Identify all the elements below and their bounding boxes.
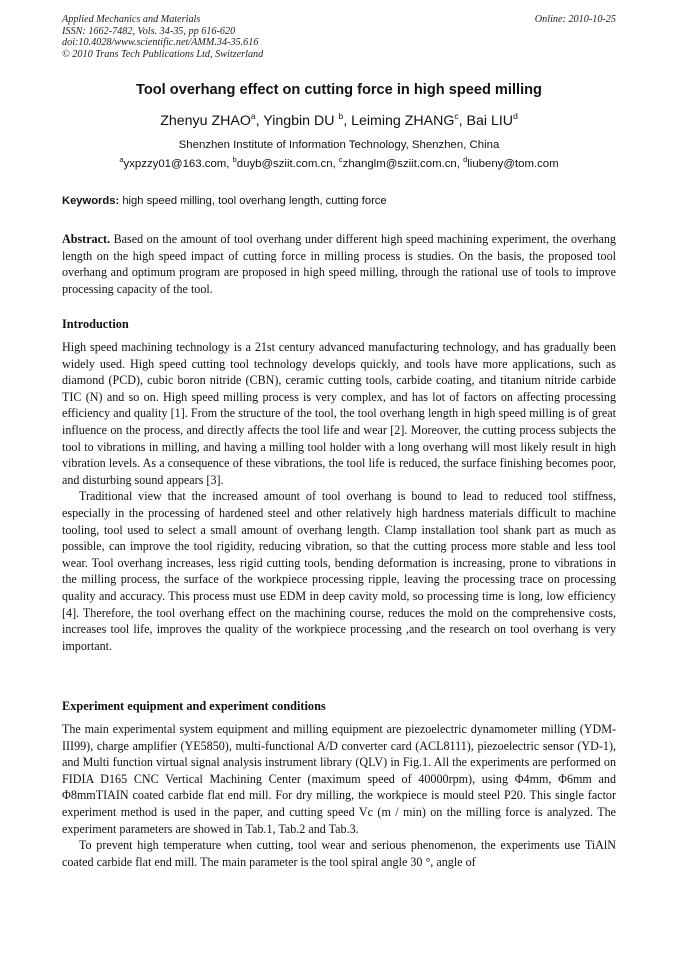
keywords-label: Keywords: [62,195,120,207]
author-name: Zhenyu ZHAO [160,113,251,129]
online-date: Online: 2010-10-25 [534,14,616,25]
keywords-text: high speed milling, tool overhang length, cutting force [122,195,387,207]
introduction-heading: Introduction [62,317,129,331]
email-mark: b [232,155,237,164]
email-link[interactable]: yxpzzy01@163.com [123,158,227,170]
copyright-line: © 2010 Trans Tech Publications Ltd, Switzerland [62,48,264,60]
author-affil-mark: d [513,111,518,121]
email-link[interactable]: duyb@sziit.com.cn [236,158,333,170]
body-paragraph: To prevent high temperature when cutting, tool wear and serious phenomenon, the experiments use TiAlN coated carbide flat end mill. The main parameter is the tool spiral angle 30 °, angle of [62,838,616,869]
author-name: Leiming ZHANG [351,113,455,129]
author-name: Yingbin DU [263,113,335,129]
experiment-section [62,721,616,870]
body-paragraph: High speed machining technology is a 21st century advanced manufacturing technology, and has gradually been widely used. High speed cutting tool technology develops quickly, and tools have more applications, such as diamond (PCD), cubic boron nitride (CBN), ceramic cutting tools, carbide coating, and titanium nitride carbide TIC (N) and so on. High speed milling process is very complex, and has lot of factors on affecting processing efficiency and quality [1]. From the structure of the tool, the tool overhang length in high speed milling is of great influence on the process, and directly affects the tool life and wear [2]. Moreover, the cutting process subjects the tool to vibrations in milling, and having a milling tool holder with a long overhang will most likely result in high vibration levels. As a consequence of these vibrations, the tool life is reduced, the surface finishing becomes poor, and disturbing sound appears [3]. [62,340,616,487]
keywords [62,195,616,207]
journal-name: Applied Mechanics and Materials [62,14,201,25]
author-affil-mark: a [250,111,256,121]
body-paragraph: The main experimental system equipment and milling equipment are piezoelectric dynamometer milling (YDM-III99), charge amplifier (YE5850), multi-functional A/D converter card (ACL8111), piezoelectric sensor (YD-1), and Multi function virtual signal analysis instrument library (QLV) in Fig.1. All the experiments are performed on FIDIA D165 CNC Vertical Machining Center (maximum speed of 40000rpm), using Φ4mm, Φ6mm and Φ8mmTIAIN coated carbide flat end mill. For dry milling, the workpiece is mould steel P20. This single factor experiment method is used in the paper, and cutting speed Vc (m / min) on the milling force is analyzed. The experiment parameters are showed in Tab.1, Tab.2 and Tab.3. [62,722,616,836]
email-mark: c [338,155,343,164]
body-paragraph: Traditional view that the increased amount of tool overhang is bound to lead to reduced tool stiffness, especially in the processing of hardened steel and other relatively high hardness materials difficult to machine tooling, tool used to select a small amount of overhang length. Clamp installation tool shank part as much as possible, can improve the tool rigidity, reducing vibration, so that the cutting process more stable and less tool wear. Tool overhang increases, less rigid cutting tools, bending deformation is increasing, prone to vibrations in the milling process, the surface of the workpiece processing ripple, leaving the processing trace on processing quality and accuracy. This process must use EDM in deep cavity mold, so processing time is long, low efficiency [4]. Therefore, the tool overhang effect on the machining course, reduces the mold on the comprehensive costs, increases tool life, improves the quality of the workpiece processing ,and the research on tool overhang is very important. [62,489,616,653]
email-link[interactable]: zhanglm@sziit.com.cn [342,158,457,170]
introduction-section [62,339,616,654]
affiliation: Shenzhen Institute of Information Technology, Shenzhen, China [178,139,500,151]
paper-title: Tool overhang effect on cutting force in high speed milling [136,82,542,98]
abstract [62,231,616,297]
author-affil-mark: b [338,111,344,121]
email-link[interactable]: liubeny@tom.com [467,158,559,170]
author-list: Zhenyu ZHAO$^a$, Yingbin DU $^b$, Leiming ZHANG$^c$, Bai LIU$^d$ [160,111,518,129]
experiment-heading: Experiment equipment and experiment conditions [62,699,326,713]
author-affil-mark: c [454,111,459,121]
author-name: Bai LIU [466,113,514,129]
email-mark: d [463,155,468,164]
journal-header [62,14,616,60]
issn-line: ISSN: 1662-7482, Vols. 34-35, pp 616-620 [62,25,236,37]
email-list: $^a$yxpzzy01@163.com, $^b$duyb@sziit.com.cn, $^c$zhanglm@sziit.com.cn, $^d$liubeny@tom.com [119,155,559,170]
abstract-text: Based on the amount of tool overhang under different high speed machining experiment, the overhang length on the high speed impact of cutting force in milling process is studies. On the basis, the proposed tool overhang and optimum program are proposed in high speed milling, through the rational use of tools to improve processing capacity of the tool. [62,232,616,296]
abstract-label: Abstract. [62,232,111,246]
email-mark: a [119,155,124,164]
doi-line: doi:10.4028/www.scientific.net/AMM.34-35.616 [62,37,259,49]
